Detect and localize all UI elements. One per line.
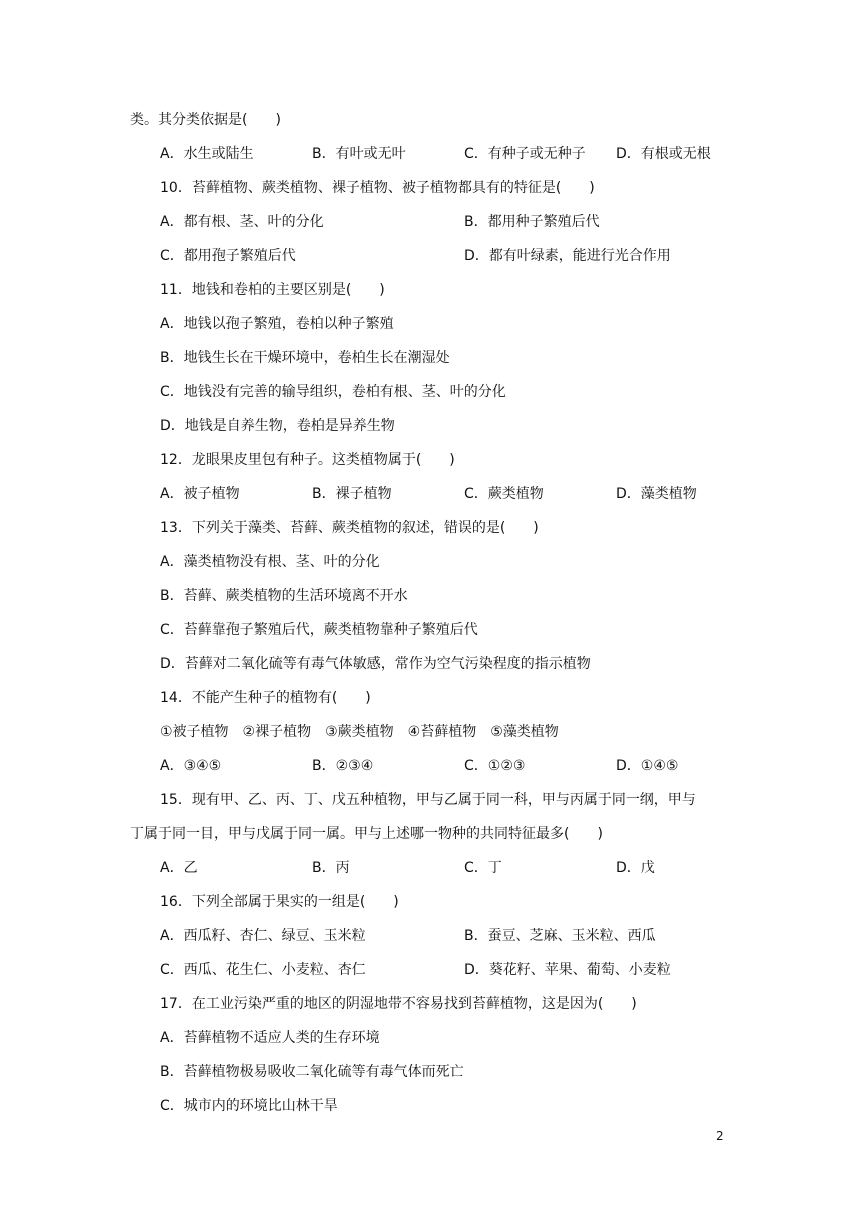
text-line xyxy=(0,312,860,336)
text-line xyxy=(0,720,860,744)
text-line xyxy=(0,686,860,710)
line-text: D．苔藓对二氧化硫等有毒气体敏感，常作为空气污染程度的指示植物 xyxy=(160,656,591,672)
option-2: B．丙 xyxy=(312,860,350,876)
text-line xyxy=(0,618,860,642)
line-text: A．苔藓植物不适应人类的生存环境 xyxy=(160,1030,380,1046)
text-line xyxy=(0,346,860,370)
line-text: 12．龙眼果皮里包有种子。这类植物属于( ) xyxy=(160,452,455,468)
line-text: 13．下列关于藻类、苔藓、蕨类植物的叙述，错误的是( ) xyxy=(160,520,539,536)
line-text: B．苔藓植物极易吸收二氧化硫等有毒气体而死亡 xyxy=(160,1064,464,1080)
option-4: D．有根或无根 xyxy=(616,146,711,162)
option-4: D．藻类植物 xyxy=(616,486,697,502)
line-text: 10．苔藓植物、蕨类植物、裸子植物、被子植物都具有的特征是( ) xyxy=(160,180,595,196)
text-line xyxy=(0,1026,860,1050)
option-row xyxy=(0,244,860,268)
text-line xyxy=(0,822,860,846)
option-2: B．②③④ xyxy=(312,758,374,774)
text-line xyxy=(0,1060,860,1084)
option-2: B．有叶或无叶 xyxy=(312,146,406,162)
text-line xyxy=(0,414,860,438)
option-row xyxy=(0,142,860,166)
line-text: C．城市内的环境比山林干旱 xyxy=(160,1098,338,1114)
line-text: 11．地钱和卷柏的主要区别是( ) xyxy=(160,282,385,298)
line-text: C．地钱没有完善的输导组织，卷柏有根、茎、叶的分化 xyxy=(160,384,506,400)
option-1: C．都用孢子繁殖后代 xyxy=(160,248,296,264)
line-text: 15．现有甲、乙、丙、丁、戊五种植物，甲与乙属于同一科，甲与丙属于同一纲，甲与 xyxy=(160,792,696,808)
option-3: C．有种子或无种子 xyxy=(464,146,586,162)
line-text: A．藻类植物没有根、茎、叶的分化 xyxy=(160,554,380,570)
option-row xyxy=(0,856,860,880)
option-row xyxy=(0,482,860,506)
option-1: A．都有根、茎、叶的分化 xyxy=(160,214,324,230)
line-text: B．地钱生长在干燥环境中，卷柏生长在潮湿处 xyxy=(160,350,450,366)
line-text: 14．不能产生种子的植物有( ) xyxy=(160,690,371,706)
option-1: A．③④⑤ xyxy=(160,758,222,774)
option-row xyxy=(0,958,860,982)
text-line xyxy=(0,992,860,1016)
text-line xyxy=(0,890,860,914)
line-text: ①被子植物 ②裸子植物 ③蕨类植物 ④苔藓植物 ⑤藻类植物 xyxy=(160,724,559,740)
line-text: A．地钱以孢子繁殖，卷柏以种子繁殖 xyxy=(160,316,394,332)
line-text: D．地钱是自养生物，卷柏是异养生物 xyxy=(160,418,395,434)
option-1: A．乙 xyxy=(160,860,198,876)
text-line xyxy=(0,652,860,676)
text-line xyxy=(0,448,860,472)
text-line xyxy=(0,788,860,812)
text-line xyxy=(0,108,860,132)
option-4: D．戊 xyxy=(616,860,655,876)
option-row xyxy=(0,210,860,234)
text-line xyxy=(0,176,860,200)
option-row xyxy=(0,924,860,948)
line-text: 16．下列全部属于果实的一组是( ) xyxy=(160,894,399,910)
text-line xyxy=(0,584,860,608)
text-line xyxy=(0,1094,860,1118)
option-1: A．西瓜籽、杏仁、绿豆、玉米粒 xyxy=(160,928,366,944)
option-4: D．①④⑤ xyxy=(616,758,679,774)
option-3: D．葵花籽、苹果、葡萄、小麦粒 xyxy=(464,962,671,978)
page-number: 2 xyxy=(716,1129,724,1143)
line-text: 17．在工业污染严重的地区的阴湿地带不容易找到苔藓植物，这是因为( ) xyxy=(160,996,637,1012)
option-3: D．都有叶绿素，能进行光合作用 xyxy=(464,248,671,264)
option-3: C．蕨类植物 xyxy=(464,486,544,502)
line-text: B．苔藓、蕨类植物的生活环境离不开水 xyxy=(160,588,408,604)
option-3: C．①②③ xyxy=(464,758,526,774)
option-2: B．裸子植物 xyxy=(312,486,392,502)
option-row xyxy=(0,754,860,778)
line-text: 类。其分类依据是( ) xyxy=(130,112,281,128)
line-text: 丁属于同一目，甲与戊属于同一属。甲与上述哪一物种的共同特征最多( ) xyxy=(130,826,603,842)
line-text: C．苔藓靠孢子繁殖后代，蕨类植物靠种子繁殖后代 xyxy=(160,622,478,638)
option-3: C．丁 xyxy=(464,860,502,876)
text-line xyxy=(0,380,860,404)
text-line xyxy=(0,550,860,574)
text-line xyxy=(0,278,860,302)
option-1: C．西瓜、花生仁、小麦粒、杏仁 xyxy=(160,962,366,978)
option-3: B．蚕豆、芝麻、玉米粒、西瓜 xyxy=(464,928,656,944)
option-3: B．都用种子繁殖后代 xyxy=(464,214,600,230)
text-line xyxy=(0,516,860,540)
option-1: A．被子植物 xyxy=(160,486,240,502)
option-1: A．水生或陆生 xyxy=(160,146,254,162)
